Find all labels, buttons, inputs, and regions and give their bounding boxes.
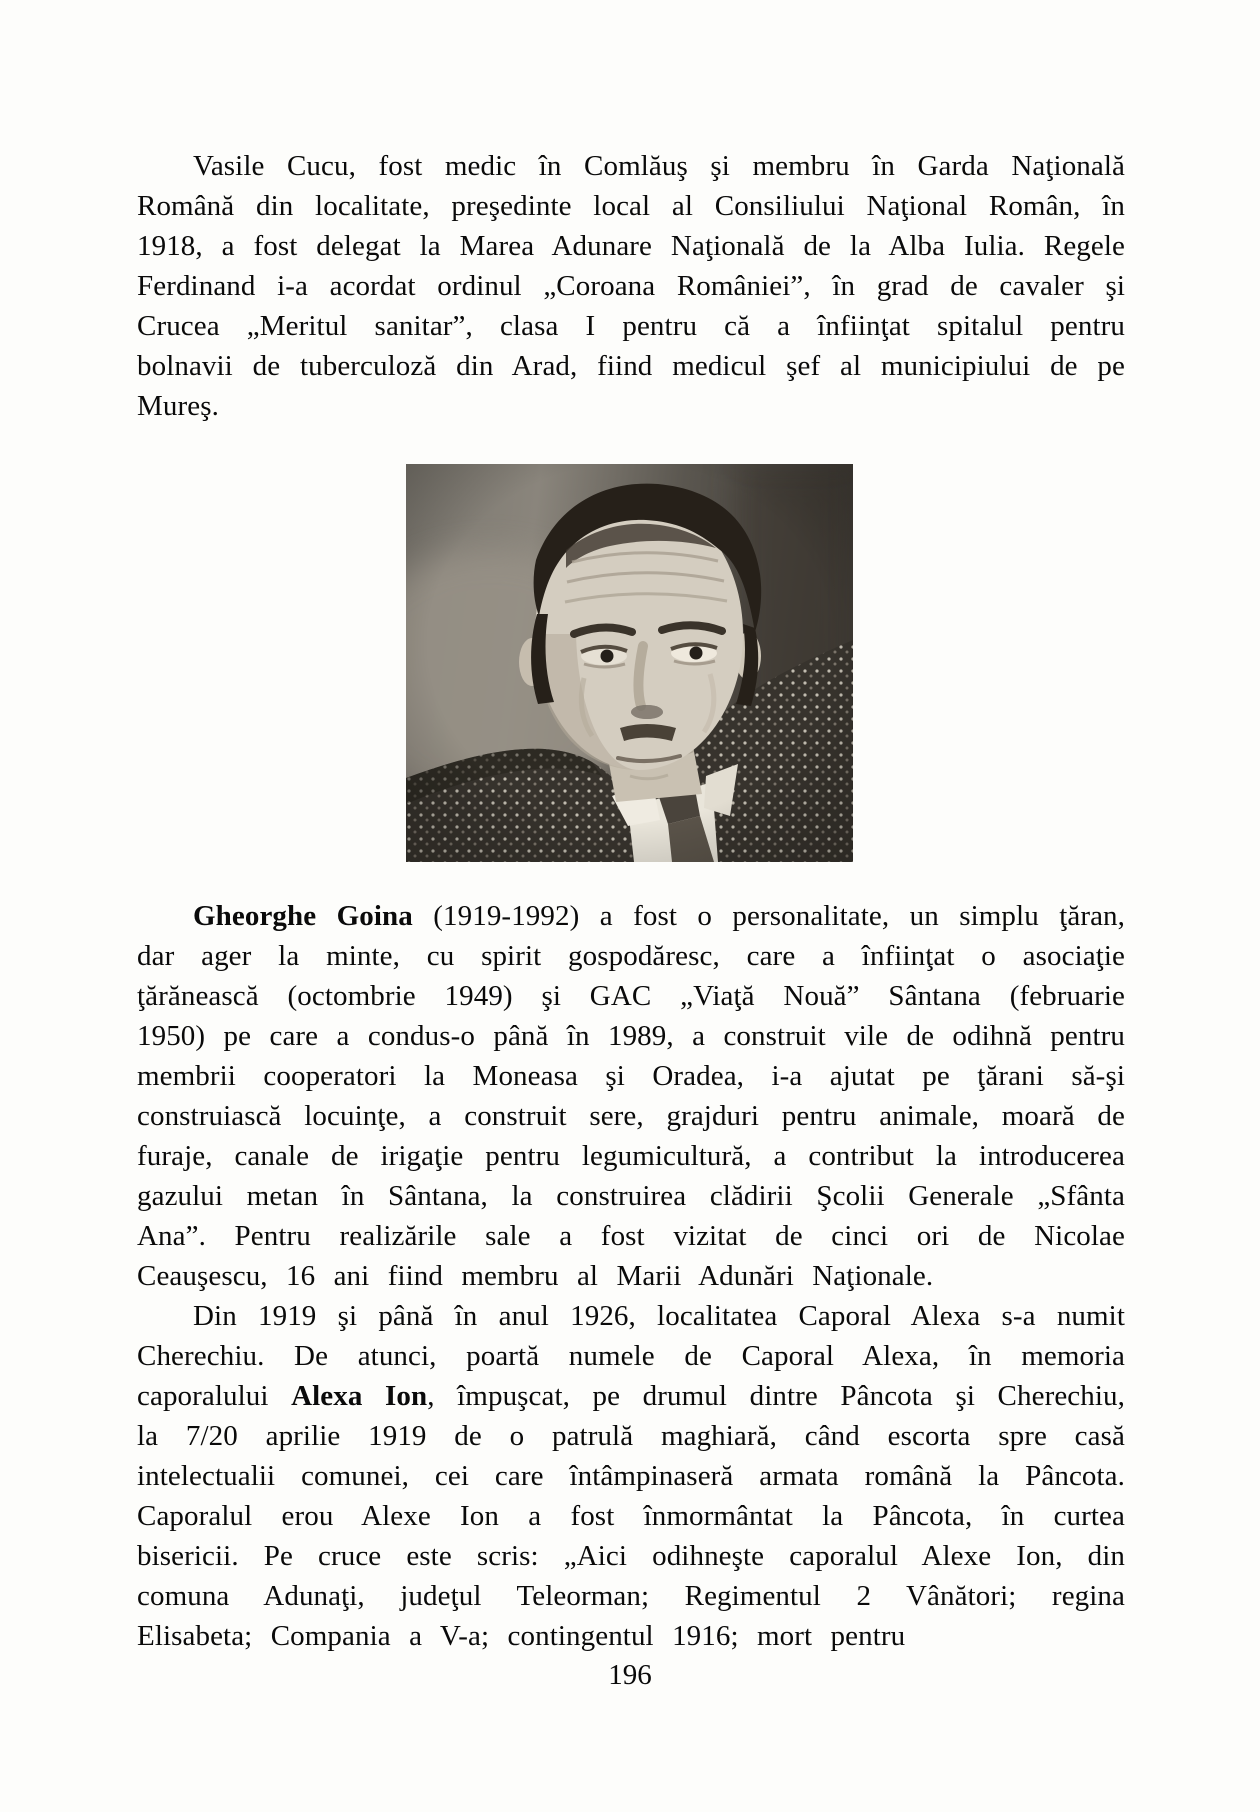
paragraph-text: , împuşcat, pe drumul dintre Pâncota şi Cherechiu, la 7/20 aprilie 1919 de o patrulă maghiară, când escorta spre casă intelectualii comunei, cei care întâmpinaseră armata română la Pâncota. Caporalul erou Alexe Ion a fost înmormântat la Pâncota, în curtea bisericii. Pe cruce este scris: „Aici odihneşte caporalul Alexe Ion, din comuna Adunaţi, judeţul Teleorman; Regimentul 2 Vânători; regina Elisabeta; Compania a V-a; contingentul 1916; mort pentru (137, 1380, 1125, 1652)
paragraph-gheorghe-goina (137, 896, 1125, 1296)
text-block-top (137, 146, 1125, 426)
portrait-photo-graphic (406, 464, 853, 862)
portrait-photo (406, 464, 853, 862)
paragraph-text: (1919-1992) a fost o personalitate, un simplu ţăran, dar ager la minte, cu spirit gospodăresc, care a înfiinţat o asociaţie ţărănească (octombrie 1949) şi GAC „Viaţă Nouă” Sântana (februarie 1950) pe care a condus-o până în 1989, a construit vile de odihnă pentru membrii cooperatori la Moneasa şi Oradea, i-a ajutat pe ţărani să-şi construiască locuinţe, a construit sere, grajduri pentru animale, moară de furaje, canale de irigaţie pentru legumicultură, a contribut la introducerea gazului metan în Sântana, la construirea clădirii Şcolii Generale „Sfânta Ana”. Pentru realizările sale a fost vizitat de cinci ori de Nicolae Ceauşescu, 16 ani fiind membru al Marii Adunări Naţionale. (137, 900, 1125, 1292)
text-block-bottom (137, 896, 1125, 1656)
paragraph-vasile-cucu (137, 146, 1125, 426)
paragraph-text: Vasile Cucu, fost medic în Comlăuş şi membru în Garda Naţională Română din localitate, preşedinte local al Consiliului Naţional Român, în 1918, a fost delegat la Marea Adunare Naţională de la Alba Iulia. Regele Ferdinand i-a acordat ordinul „Coroana României”, în grad de cavaler şi Crucea „Meritul sanitar”, clasa I pentru că a înfiinţat spitalul pentru bolnavii de tuberculoză din Arad, fiind medicul şef al municipiului de pe Mureş. (137, 150, 1125, 422)
person-name-bold: Alexa Ion (291, 1380, 428, 1412)
paragraph-caporal-alexa (137, 1296, 1125, 1656)
person-name-bold: Gheorghe Goina (193, 900, 413, 932)
paragraph-text: Din 1919 şi până în anul 1926, localitatea Caporal Alexa s-a numit Cherechiu. De atunci, poartă numele de Caporal Alexa, în memoria caporalului (137, 1300, 1125, 1412)
page-number: 196 (608, 1659, 652, 1691)
